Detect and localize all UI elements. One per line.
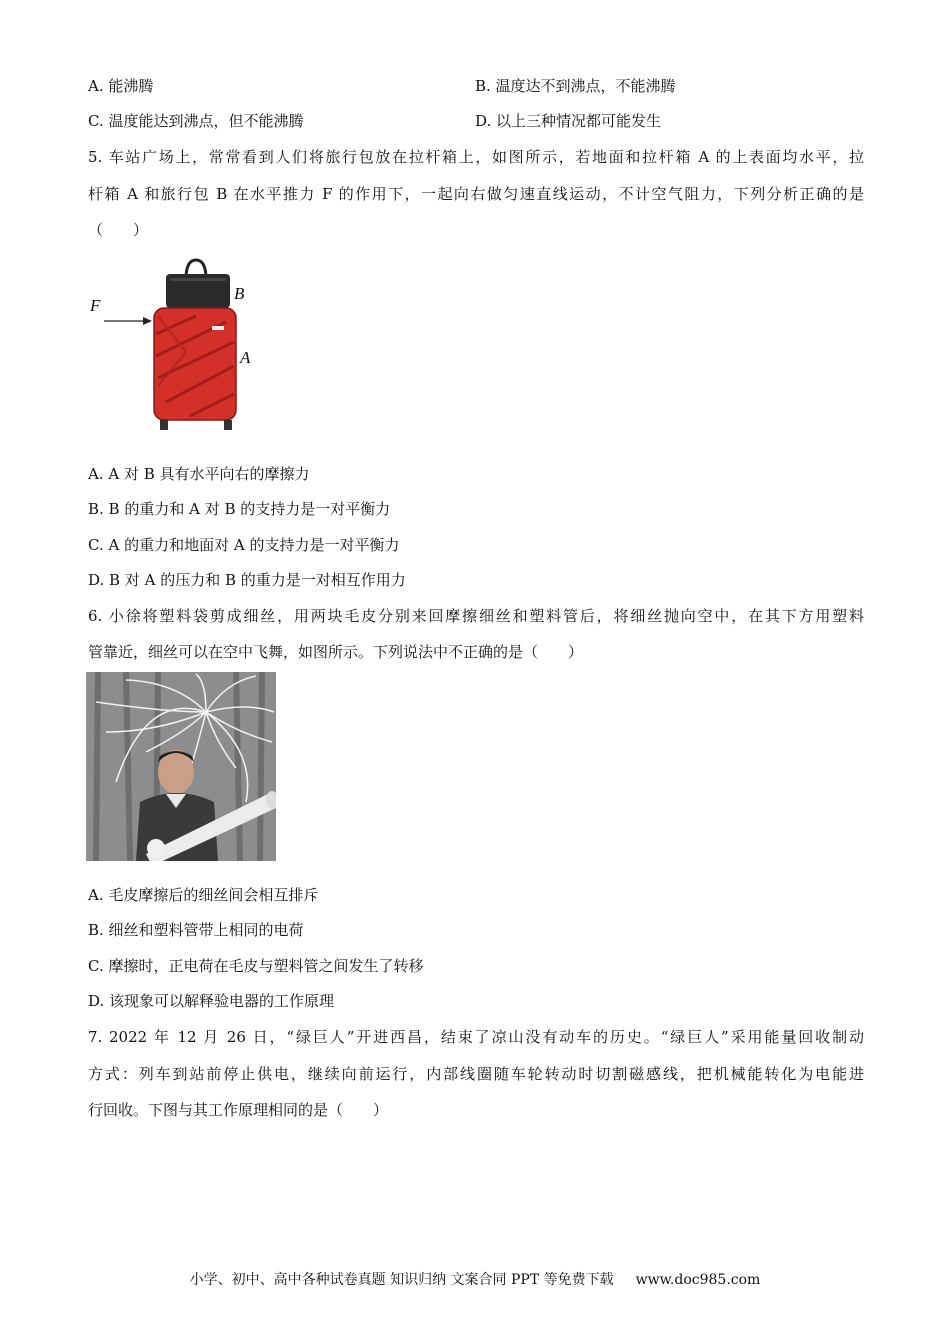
q5-stem-line2: 杆箱 A 和旅行包 B 在水平推力 F 的作用下，一起向右做匀速直线运动，不计空气阻力，下列分析正确的是 xyxy=(88,185,864,203)
q5-suitcase-figure xyxy=(86,256,256,438)
q5-force-label: F xyxy=(90,296,101,315)
q5-option-a: A. A 对 B 具有水平向右的摩擦力 xyxy=(88,465,310,483)
q4-option-b: B. 温度达不到沸点，不能沸腾 xyxy=(475,77,676,95)
q5-stem-line1: 5. 车站广场上，常常看到人们将旅行包放在拉杆箱上，如图所示，若地面和拉杆箱 A 的上表面均水平，拉 xyxy=(88,148,864,166)
q6-option-d: D. 该现象可以解释验电器的工作原理 xyxy=(88,992,335,1010)
q7-stem-line2: 方式：列车到站前停止供电，继续向前运行，内部线圈随车轮转动时切割磁感线，把机械能转化为电能进 xyxy=(88,1065,864,1083)
q6-option-c: C. 摩擦时，正电荷在毛皮与塑料管之间发生了转移 xyxy=(88,957,424,975)
footer-text: 小学、初中、高中各种试卷真题 知识归纳 文案合同 PPT 等免费下载 xyxy=(189,1272,614,1288)
q7-stem-line3: 行回收。下图与其工作原理相同的是（ ） xyxy=(88,1101,389,1119)
q5-option-b: B. B 的重力和 A 对 B 的支持力是一对平衡力 xyxy=(88,500,391,518)
q4-option-d: D. 以上三种情况都可能发生 xyxy=(475,112,662,130)
q5-suitcase-label: A xyxy=(240,348,251,367)
footer-url[interactable]: www.doc985.com xyxy=(635,1272,761,1288)
q4-option-c: C. 温度能达到沸点，但不能沸腾 xyxy=(88,112,304,130)
q6-photo-figure xyxy=(86,672,276,861)
q5-stem-line3: （ ） xyxy=(88,221,149,239)
page-footer xyxy=(0,1269,950,1289)
q4-option-a: A. 能沸腾 xyxy=(88,77,154,95)
q7-stem-line1: 7. 2022 年 12 月 26 日，“绿巨人”开进西昌，结束了凉山没有动车的历史。“绿巨人”采用能量回收制动 xyxy=(88,1028,864,1046)
q6-stem-line2: 管靠近，细丝可以在空中飞舞，如图所示。下列说法中不正确的是（ ） xyxy=(88,643,584,661)
q5-option-d: D. B 对 A 的压力和 B 的重力是一对相互作用力 xyxy=(88,571,406,589)
q6-option-a: A. 毛皮摩擦后的细丝间会相互排斥 xyxy=(88,886,319,904)
q5-bag-label: B xyxy=(234,284,245,303)
q5-option-c: C. A 的重力和地面对 A 的支持力是一对平衡力 xyxy=(88,536,400,554)
q6-option-b: B. 细丝和塑料管带上相同的电荷 xyxy=(88,921,304,939)
q6-stem-line1: 6. 小徐将塑料袋剪成细丝，用两块毛皮分别来回摩擦细丝和塑料管后，将细丝抛向空中，在其下方用塑料 xyxy=(88,607,864,625)
